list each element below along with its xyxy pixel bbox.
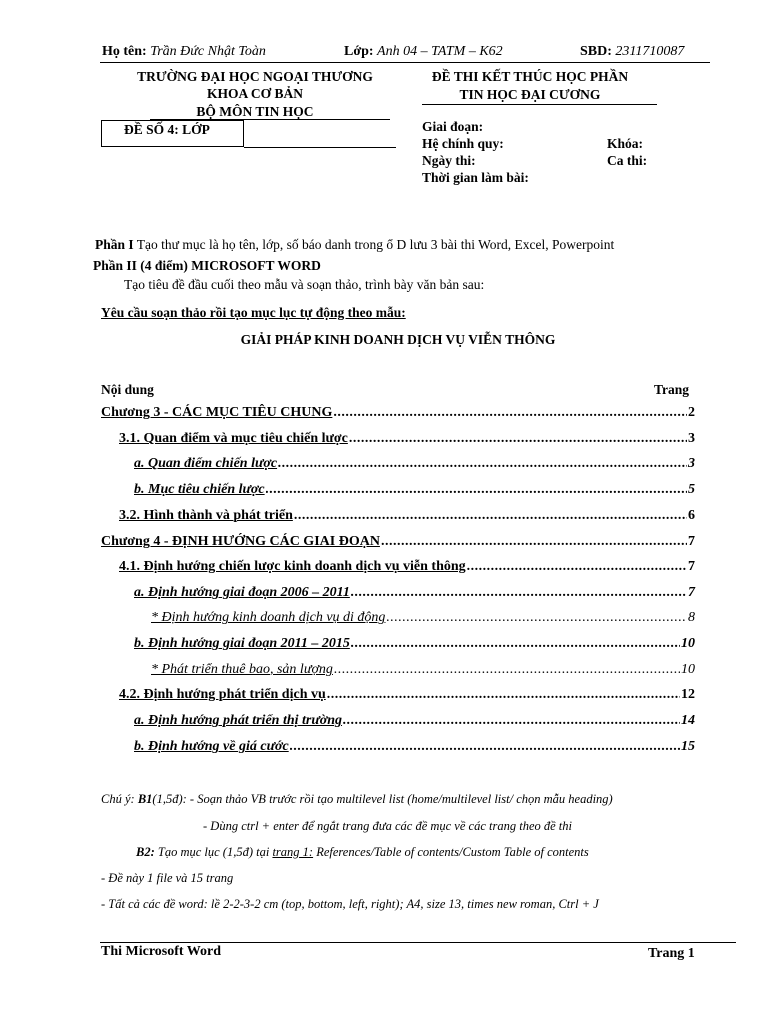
toc-entry-page: 15 [681, 739, 695, 754]
document-title: GIẢI PHÁP KINH DOANH DỊCH VỤ VIỄN THÔNG [240, 332, 556, 347]
toc-entry-text: a. Quan điểm chiến lược [134, 456, 278, 471]
giai-doan-label: Giai đoạn: [422, 119, 484, 134]
toc-entry-page: 8 [688, 610, 695, 625]
toc-entry[interactable] [119, 431, 695, 447]
toc-leader [351, 585, 687, 601]
note-b2-label: B2: [136, 845, 155, 859]
toc-entry-page: 14 [681, 713, 695, 728]
toc-entry-text: Chương 3 - CÁC MỤC TIÊU CHUNG [101, 405, 333, 420]
class-label: Lớp: [344, 44, 374, 59]
toc-leader [334, 662, 680, 678]
note-b1-text: - Soạn thảo VB trước rồi tạo multilevel list (home/multilevel list/ chọn mẫu heading) [186, 792, 613, 806]
exam-title: ĐỀ THI KẾT THÚC HỌC PHẦN [431, 69, 629, 84]
toc-entry[interactable] [101, 534, 695, 550]
toc-leader [278, 456, 687, 472]
footer-page: Trang 1 [648, 946, 695, 961]
he-chinh-quy-label: Hệ chính quy: [422, 136, 504, 151]
toc-entry-text: * Định hướng kinh doanh dịch vụ di động [151, 610, 386, 625]
toc-entry-text: b. Mục tiêu chiến lược [134, 482, 265, 497]
toc-entry-page: 7 [688, 534, 695, 549]
toc-entry-page: 3 [688, 456, 695, 471]
khoa-label: Khóa: [607, 136, 644, 151]
student-class [344, 44, 503, 60]
toc-entry-page: 10 [681, 662, 695, 677]
part2-text: Tạo tiêu đề đầu cuối theo mẫu và soạn thảo, trình bày văn bản sau: [124, 277, 485, 292]
exam-code: ĐỀ SỐ 4: LỚP [124, 122, 210, 137]
note-b2-text: Tạo mục lục (1,5đ) tại [154, 845, 273, 859]
school-name: TRƯỜNG ĐẠI HỌC NGOẠI THƯƠNG [137, 69, 373, 84]
toc-leader [343, 713, 680, 729]
sbd-label: SBD: [580, 44, 612, 59]
toc-entry-text: 4.2. Định hướng phát triển dịch vụ [119, 687, 326, 702]
part1-text: Tạo thư mục là họ tên, lớp, số báo danh trong ổ D lưu 3 bài thi Word, Excel, Powerpoint [136, 237, 615, 252]
toc-entry[interactable] [134, 482, 695, 498]
toc-entry[interactable] [151, 662, 695, 678]
department-name: BỘ MÔN TIN HỌC [196, 104, 314, 119]
footer-title: Thi Microsoft Word [101, 944, 222, 959]
header-rule [100, 62, 710, 63]
note-b2-link: trang 1: [272, 845, 314, 859]
toc-entry-text: 3.2. Hình thành và phát triển [119, 508, 293, 523]
student-sbd [580, 44, 684, 60]
toc-entry[interactable] [151, 610, 695, 626]
toc-entry-page: 3 [688, 431, 695, 446]
toc-leader [351, 636, 680, 652]
toc-leader [467, 559, 687, 575]
toc-entry[interactable] [134, 456, 695, 472]
toc-leader [290, 739, 680, 755]
toc-entry[interactable] [101, 405, 695, 421]
toc-leader [294, 508, 687, 524]
faculty-name: KHOA CƠ BẢN [206, 86, 303, 101]
exam-rule [422, 104, 657, 105]
student-name [102, 44, 266, 60]
toc-entry-text: 4.1. Định hướng chiến lược kinh doanh dịch vụ viễn thông [119, 559, 466, 574]
toc-leader [349, 431, 687, 447]
toc-entry-text: a. Định hướng phát triển thị trường [134, 713, 343, 728]
toc-entry-text: b. Định hướng giai đoạn 2011 – 2015 [134, 636, 350, 651]
note-prefix: Chú ý: [101, 792, 135, 806]
requirement: Yêu cầu soạn thảo rồi tạo mục lục tự động theo mẫu: [101, 305, 406, 320]
toc-entry-text: Chương 4 - ĐỊNH HƯỚNG CÁC GIAI ĐOẠN [101, 534, 380, 549]
part1-label: Phần I [95, 237, 134, 252]
toc-entry-text: 3.1. Quan điểm và mục tiêu chiến lược [119, 431, 348, 446]
note-5: - Tất cả các đề word: lề 2-2-3-2 cm (top, bottom, left, right); A4, size 13, times new roman, Ctrl + J [101, 897, 599, 911]
toc-entry-page: 5 [688, 482, 695, 497]
note-b2-path: References/Table of contents/Custom Table of contents [313, 845, 589, 859]
footer-rule [100, 942, 736, 943]
toc-entry[interactable] [119, 687, 695, 703]
name-value: Trần Đức Nhật Toàn [150, 44, 266, 59]
toc-leader [333, 405, 687, 421]
thoi-gian-label: Thời gian làm bài: [422, 170, 529, 185]
toc-entry-page: 7 [688, 585, 695, 600]
toc-content-header: Nội dung [101, 382, 154, 397]
ca-thi-label: Ca thi: [607, 153, 648, 168]
note-b1-points: (1,5đ): [152, 792, 187, 806]
note-2: - Dùng ctrl + enter để ngắt trang đưa các đề mục về các trang theo đề thi [203, 819, 572, 833]
toc-entry-page: 6 [688, 508, 695, 523]
toc-page-header: Trang [654, 382, 690, 397]
class-value: Anh 04 – TATM – K62 [377, 44, 503, 59]
course-title: TIN HỌC ĐẠI CƯƠNG [459, 87, 601, 102]
toc-entry-page: 10 [681, 636, 695, 651]
toc-leader [327, 687, 680, 703]
toc-entry[interactable] [134, 585, 695, 601]
toc-entry-text: * Phát triển thuê bao, sản lượng [151, 662, 333, 677]
part2-label: Phần II (4 điểm) MICROSOFT WORD [93, 258, 321, 273]
note-3 [136, 845, 589, 860]
note-4: - Đề này 1 file và 15 trang [101, 871, 234, 885]
toc-leader [266, 482, 687, 498]
toc-entry-page: 7 [688, 559, 695, 574]
toc-entry[interactable] [134, 713, 695, 729]
toc-entry[interactable] [119, 508, 695, 524]
note-b1-label: B1 [137, 792, 153, 806]
sbd-value: 2311710087 [615, 44, 685, 59]
exam-code-box [101, 120, 244, 147]
toc-entry-text: a. Định hướng giai đoạn 2006 – 2011 [134, 585, 350, 600]
part1 [95, 237, 614, 253]
toc-entry-page: 12 [681, 687, 695, 702]
toc-leader [381, 534, 687, 550]
name-label: Họ tên: [102, 44, 147, 59]
toc-entry-text: b. Định hướng về giá cước [134, 739, 289, 754]
toc-entry[interactable] [119, 559, 695, 575]
toc-leader [386, 610, 687, 626]
toc-entry-page: 2 [688, 405, 695, 420]
toc-entry[interactable] [134, 636, 695, 652]
toc-entry[interactable] [134, 739, 695, 755]
exam-code-rule [244, 147, 396, 148]
note-1 [101, 792, 613, 807]
ngay-thi-label: Ngày thi: [422, 153, 476, 168]
